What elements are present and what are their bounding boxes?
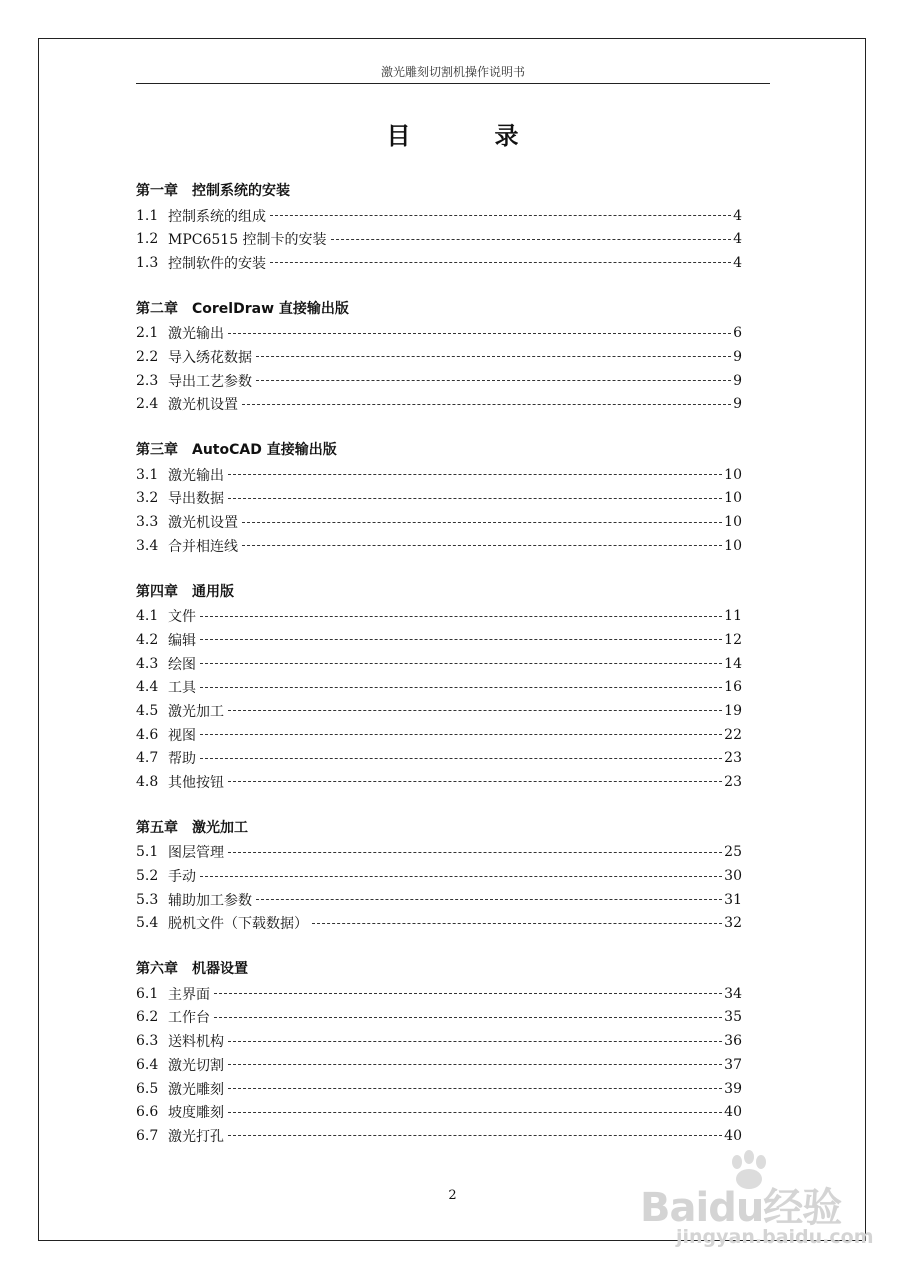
chapter-heading[interactable]	[136, 439, 742, 463]
chapter-heading[interactable]	[136, 958, 742, 982]
section-page: 6	[733, 325, 742, 342]
section-title: 激光切割	[168, 1057, 224, 1074]
dot-leader	[228, 852, 722, 853]
chapter-heading[interactable]	[136, 817, 742, 841]
section-page: 16	[724, 679, 742, 696]
section-title: 工作台	[168, 1010, 210, 1027]
section-title: 送料机构	[168, 1034, 224, 1051]
chapter-number: 第一章	[136, 183, 178, 199]
section-page: 9	[733, 372, 742, 389]
dot-leader	[214, 993, 722, 994]
dot-leader	[242, 545, 722, 546]
dot-leader	[200, 687, 722, 688]
watermark-url: jingyan.baidu.com	[676, 1226, 874, 1248]
dot-leader	[228, 710, 722, 711]
toc-entry[interactable]	[136, 321, 742, 345]
toc-entry[interactable]	[136, 463, 742, 487]
section-title: 帮助	[168, 751, 196, 768]
dot-leader	[331, 239, 732, 240]
section-page: 25	[724, 844, 742, 861]
dot-leader	[228, 1041, 722, 1042]
chapter-heading[interactable]	[136, 581, 742, 605]
section-title: 图层管理	[168, 845, 224, 862]
section-number: 6.2	[136, 1009, 159, 1026]
section-number: 3.2	[136, 490, 159, 507]
section-title: 导出工艺参数	[168, 373, 252, 390]
section-number: 6.1	[136, 985, 159, 1002]
section-page: 22	[724, 726, 742, 743]
section-page: 36	[724, 1033, 742, 1050]
section-page: 12	[724, 631, 742, 648]
section-page: 10	[724, 537, 742, 554]
section-page: 4	[733, 254, 742, 271]
toc-entry[interactable]	[136, 1100, 742, 1124]
dot-leader	[312, 923, 722, 924]
dot-leader	[228, 333, 731, 334]
toc-entry[interactable]	[136, 487, 742, 511]
section-page: 40	[724, 1127, 742, 1144]
chapter-number: 第四章	[136, 583, 178, 600]
section-number: 4.4	[136, 679, 159, 696]
section-number: 5.4	[136, 915, 159, 932]
header-rule	[136, 83, 770, 84]
section-page: 10	[724, 490, 742, 507]
section-title: 激光输出	[168, 467, 224, 484]
section-number: 2.3	[136, 372, 159, 389]
section-number: 4.2	[136, 631, 159, 648]
section-page: 4	[733, 207, 742, 224]
dot-leader	[270, 215, 731, 216]
section-page: 40	[724, 1104, 742, 1121]
section-page: 37	[724, 1056, 742, 1073]
section-title: 文件	[168, 609, 196, 626]
toc-entry[interactable]	[136, 1006, 742, 1030]
toc-entry[interactable]	[136, 227, 742, 251]
section-title: 视图	[168, 727, 196, 744]
section-page: 11	[724, 608, 742, 625]
dot-leader	[200, 758, 722, 759]
chapter-heading[interactable]	[136, 180, 742, 204]
dot-leader	[270, 262, 731, 263]
section-title: 激光机设置	[168, 397, 238, 414]
watermark-logo-text: Baidu经验	[640, 1185, 842, 1231]
toc-entry[interactable]	[136, 982, 742, 1006]
chapter-number: 第三章	[136, 442, 178, 459]
toc-entry[interactable]	[136, 369, 742, 393]
section-title: 激光雕刻	[168, 1081, 224, 1098]
section-title: 激光加工	[168, 703, 224, 720]
dot-leader	[256, 356, 731, 357]
chapter-title: 控制系统的安装	[192, 183, 290, 199]
dot-leader	[200, 663, 722, 664]
section-page: 19	[724, 702, 742, 719]
section-page: 14	[724, 655, 742, 672]
toc-entry[interactable]	[136, 746, 742, 770]
dot-leader	[242, 404, 731, 405]
section-page: 10	[724, 466, 742, 483]
section-number: 4.7	[136, 750, 159, 767]
section-number: 4.8	[136, 773, 159, 790]
section-number: 2.1	[136, 325, 159, 342]
dot-leader	[228, 1088, 722, 1089]
dot-leader	[200, 616, 722, 617]
section-number: 5.1	[136, 844, 159, 861]
section-number: 6.6	[136, 1104, 159, 1121]
section-page: 10	[724, 514, 742, 531]
toc-entry[interactable]	[136, 534, 742, 558]
chapter-number: 第六章	[136, 961, 178, 978]
toc-chapter	[136, 581, 742, 794]
dot-leader	[214, 1017, 722, 1018]
page-number: 2	[448, 1188, 457, 1203]
section-page: 9	[733, 396, 742, 413]
dot-leader	[228, 1064, 722, 1065]
toc-entry[interactable]	[136, 1029, 742, 1053]
section-number: 1.2	[136, 231, 159, 248]
section-number: 5.2	[136, 868, 159, 885]
toc-chapter	[136, 180, 742, 275]
dot-leader	[242, 522, 722, 523]
toc-entry[interactable]	[136, 628, 742, 652]
section-title: 导入绣花数据	[168, 349, 252, 366]
toc-entry[interactable]	[136, 1077, 742, 1101]
chapter-title: 激光加工	[192, 819, 248, 836]
section-number: 6.4	[136, 1056, 159, 1073]
toc-chapter	[136, 958, 742, 1148]
section-title: 激光打孔	[168, 1128, 224, 1145]
section-page: 34	[724, 985, 742, 1002]
section-title: 激光机设置	[168, 515, 238, 532]
section-number: 5.3	[136, 891, 159, 908]
section-page: 35	[724, 1009, 742, 1026]
section-number: 6.3	[136, 1033, 159, 1050]
section-title: 脱机文件（下载数据）	[168, 916, 308, 933]
chapter-number: 第二章	[136, 300, 178, 317]
section-title: 绘图	[168, 656, 196, 673]
chapter-heading[interactable]	[136, 298, 742, 322]
toc-entry[interactable]	[136, 841, 742, 865]
dot-leader	[228, 1135, 722, 1136]
section-title: 编辑	[168, 632, 196, 649]
toc-entry[interactable]	[136, 510, 742, 534]
dot-leader	[228, 474, 722, 475]
section-page: 23	[724, 773, 742, 790]
toc-entry[interactable]	[136, 770, 742, 794]
section-page: 4	[733, 231, 742, 248]
toc-entry[interactable]	[136, 652, 742, 676]
section-title: 工具	[168, 680, 196, 697]
section-number: 1.1	[136, 207, 159, 224]
section-title: MPC6515 控制卡的安装	[168, 232, 327, 249]
baidu-watermark	[640, 1150, 890, 1260]
section-number: 3.1	[136, 466, 159, 483]
section-title: 控制系统的组成	[168, 208, 266, 225]
section-page: 39	[724, 1080, 742, 1097]
dot-leader	[228, 1112, 722, 1113]
section-number: 2.4	[136, 396, 159, 413]
section-number: 4.5	[136, 702, 159, 719]
toc-entry[interactable]	[136, 912, 742, 936]
section-page: 32	[724, 915, 742, 932]
toc-entry[interactable]	[136, 251, 742, 275]
toc-entry[interactable]	[136, 1053, 742, 1077]
chapter-title: CorelDraw 直接输出版	[192, 300, 349, 317]
section-page: 30	[724, 868, 742, 885]
section-number: 2.2	[136, 348, 159, 365]
toc-chapter	[136, 439, 742, 557]
section-title: 控制软件的安装	[168, 255, 266, 272]
section-title: 合并相连线	[168, 538, 238, 555]
chapter-title: 机器设置	[192, 961, 248, 978]
toc-entry[interactable]	[136, 345, 742, 369]
chapter-title: AutoCAD 直接输出版	[192, 442, 337, 459]
section-number: 4.6	[136, 726, 159, 743]
section-title: 激光输出	[168, 326, 224, 343]
toc-entry[interactable]	[136, 888, 742, 912]
section-number: 1.3	[136, 254, 159, 271]
section-page: 31	[724, 891, 742, 908]
section-title: 辅助加工参数	[168, 892, 252, 909]
toc-chapter	[136, 817, 742, 935]
running-header: 激光雕刻切割机操作说明书	[380, 65, 525, 79]
dot-leader	[200, 876, 722, 877]
toc-entry[interactable]	[136, 864, 742, 888]
toc-title: 目 录	[386, 122, 549, 150]
dot-leader	[200, 639, 722, 640]
dot-leader	[200, 734, 722, 735]
section-number: 4.3	[136, 655, 159, 672]
toc-entry[interactable]	[136, 699, 742, 723]
toc-entry[interactable]	[136, 675, 742, 699]
table-of-contents	[136, 180, 742, 1171]
toc-chapter	[136, 298, 742, 416]
toc-entry[interactable]	[136, 204, 742, 228]
section-number: 3.4	[136, 537, 159, 554]
section-page: 23	[724, 750, 742, 767]
section-number: 6.7	[136, 1127, 159, 1144]
dot-leader	[228, 498, 722, 499]
chapter-title: 通用版	[192, 583, 234, 600]
section-title: 主界面	[168, 986, 210, 1003]
section-number: 6.5	[136, 1080, 159, 1097]
toc-entry[interactable]	[136, 604, 742, 628]
dot-leader	[228, 781, 722, 782]
section-title: 导出数据	[168, 491, 224, 508]
section-number: 3.3	[136, 514, 159, 531]
dot-leader	[256, 380, 731, 381]
section-number: 4.1	[136, 608, 159, 625]
toc-entry[interactable]	[136, 393, 742, 417]
section-title: 其他按钮	[168, 774, 224, 791]
section-title: 手动	[168, 869, 196, 886]
section-page: 9	[733, 348, 742, 365]
toc-entry[interactable]	[136, 723, 742, 747]
chapter-number: 第五章	[136, 819, 178, 836]
section-title: 坡度雕刻	[168, 1105, 224, 1122]
dot-leader	[256, 899, 722, 900]
toc-entry[interactable]	[136, 1124, 742, 1148]
